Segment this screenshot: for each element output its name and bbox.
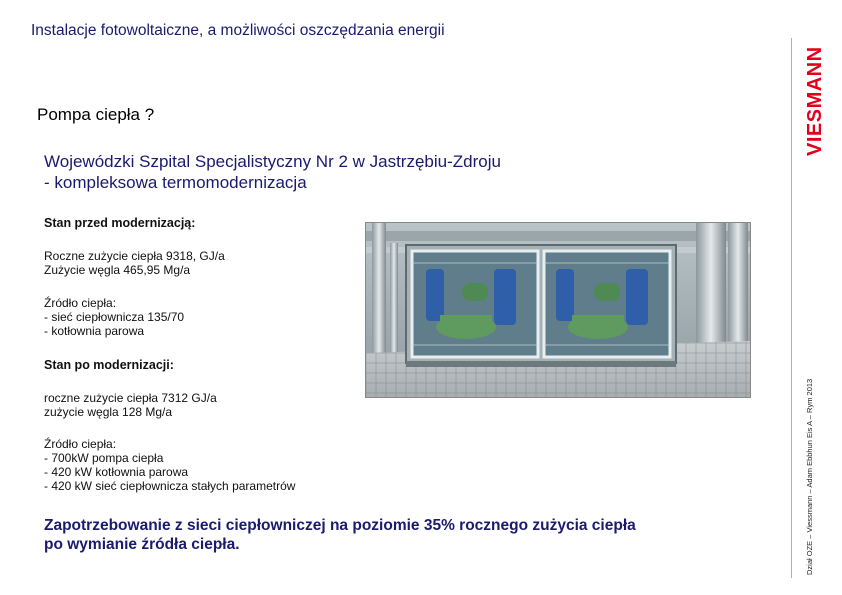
headline — [44, 151, 501, 193]
before-source-line: - kotłownia parowa — [44, 324, 145, 338]
after-consumption-line: zużycie węgla 128 Mg/a — [44, 405, 173, 419]
conclusion — [44, 516, 636, 554]
before-consumption — [44, 249, 225, 277]
divider-line — [791, 38, 792, 578]
headline-line-1: Wojewódzki Szpital Specjalistyczny Nr 2 w Jastrzębiu-Zdroju — [44, 152, 501, 171]
conclusion-line-2: po wymianie źródła ciepła. — [44, 536, 240, 553]
after-source — [44, 437, 295, 493]
headline-line-2: - kompleksowa termomodernizacja — [44, 173, 307, 192]
heat-pump-photo — [365, 222, 751, 398]
after-consumption-line: roczne zużycie ciepła 7312 GJ/a — [44, 391, 217, 405]
before-source — [44, 296, 184, 338]
after-consumption — [44, 391, 217, 419]
header-title: Instalacje fotowoltaiczne, a możliwości oszczędzania energii — [31, 22, 445, 39]
before-consumption-line: Roczne zużycie ciepła 9318, GJ/a — [44, 249, 225, 263]
subtitle: Pompa ciepła ? — [37, 105, 155, 124]
before-heading: Stan przed modernizacją: — [44, 216, 196, 230]
side-credit: Dział OZE – Viessmann – Adam Ebbhun Eis A – Rym 2013 — [805, 378, 814, 575]
after-source-line: - 420 kW sieć ciepłownicza stałych parametrów — [44, 479, 296, 493]
before-source-line: Źródło ciepła: — [44, 296, 117, 310]
after-heading: Stan po modernizacji: — [44, 358, 174, 372]
after-source-line: - 420 kW kotłownia parowa — [44, 465, 189, 479]
before-source-line: - sieć ciepłownicza 135/70 — [44, 310, 185, 324]
svg-text:VIESMANN: VIESMANN — [804, 46, 826, 156]
viessmann-logo — [797, 38, 827, 158]
before-consumption-line: Zużycie węgla 465,95 Mg/a — [44, 263, 191, 277]
after-source-line: - 700kW pompa ciepła — [44, 451, 164, 465]
after-source-line: Źródło ciepła: — [44, 437, 117, 451]
conclusion-line-1: Zapotrzebowanie z sieci ciepłowniczej na poziomie 35% rocznego zużycia ciepła — [44, 517, 636, 534]
